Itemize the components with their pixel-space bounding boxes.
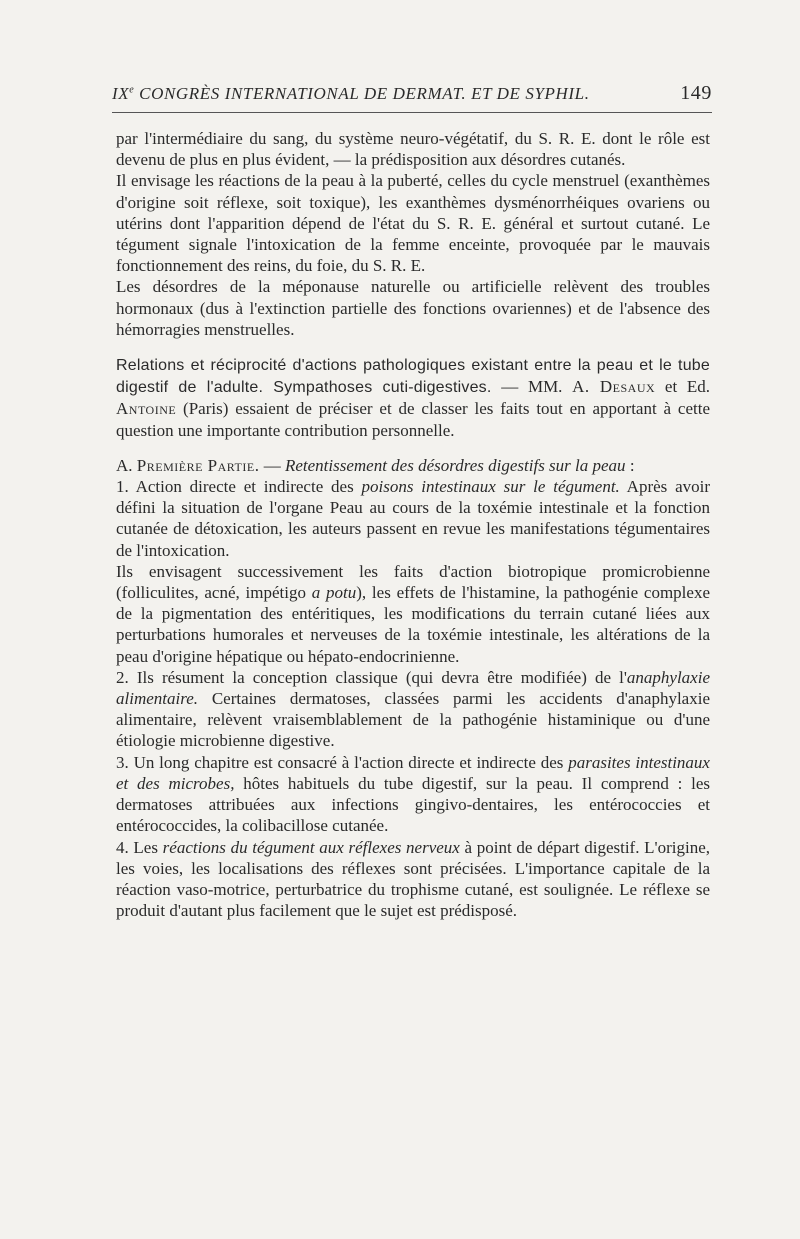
page-number: 149 <box>680 82 712 104</box>
author-2: Antoine <box>116 399 177 419</box>
item-2-italic: anaphylaxie alimentaire. <box>116 667 710 709</box>
section-heading: Relations et réciprocité d'actions pathologiques existant entre la peau et le tube digestif de l'adulte. Sympathoses cuti-digestives. <box>116 357 710 397</box>
item-3-italic: parasites intestinaux et des microbes, <box>116 752 710 793</box>
item-2-text1: 2. Ils résument la conception classique (qui devra être modifiée) de l' <box>116 667 627 687</box>
paragraph-3: Les désordres de la méponause naturelle ou artificielle relèvent des troubles hormonaux (dus à l'extinction partielle des fonctions ovariennes) et de l'absence des hémorragies menstruelles. <box>116 277 710 339</box>
spacer <box>116 340 710 354</box>
part-a-colon: : <box>625 455 635 475</box>
section-paragraph <box>116 354 710 441</box>
body-text <box>116 128 710 921</box>
header-title-rest: CONGRÈS INTERNATIONAL DE DERMAT. ET DE SYPHIL. <box>134 84 590 103</box>
item-1b-text1: Ils envisagent successivement les faits d'action biotropique promicrobienne (folliculites, acné, impétigo <box>116 561 710 603</box>
part-a-heading <box>116 455 710 476</box>
paragraph-1: par l'intermédiaire du sang, du système neuro-végétatif, du S. R. E. dont le rôle est devenu de plus en plus évident, — la prédisposition aux désordres cutanés. <box>116 129 710 170</box>
author-1: A. Desaux <box>572 377 656 397</box>
item-4-text1: 4. Les <box>116 837 163 857</box>
item-2-text2: Certaines dermatoses, classées parmi les accidents d'anaphylaxie alimentaire, relèvent vraisemblablement de la pathogénie histaminique ou d'une étiologie microbienne digestive. <box>116 689 710 751</box>
item-2 <box>116 667 710 752</box>
part-a-part: Première Partie. <box>136 455 260 475</box>
section-et: et Ed. <box>655 377 711 397</box>
part-a-title: Retentissement des désordres digestifs sur la peau <box>284 455 626 475</box>
item-3-text2: hôtes habituels du tube digestif, sur la peau. Il comprend : les dermatoses attribuées aux infections gingivo-dentaires, les entérococcies et entérococcides, la colibacillose cutanée. <box>116 773 711 836</box>
part-a-label: A. <box>116 455 137 475</box>
running-header <box>112 80 712 108</box>
item-1-italic: poisons intestinaux sur le tégument. <box>361 477 620 497</box>
spacer <box>116 441 710 455</box>
item-1-text: Après avoir défini la situation de l'organe Peau au cours de la toxémie intestinale et la fonction cutanée de détoxication, les auteurs passent en revue les manifestations tégumentaires de l'intoxication. <box>116 477 710 560</box>
item-1b-italic: a potu <box>311 583 357 603</box>
section-dash: — MM. <box>491 377 573 397</box>
item-1-lead: 1. Action directe et indirecte des <box>116 477 362 497</box>
item-4 <box>116 837 710 922</box>
header-rule <box>112 112 712 113</box>
header-title <box>112 84 590 104</box>
part-a-dash: — <box>259 455 285 475</box>
item-1 <box>116 476 710 561</box>
section-rest: (Paris) essaient de préciser et de classer les faits tout en apportant à cette question une importante contribution personnelle. <box>116 399 710 440</box>
item-4-italic: réactions du tégument aux réflexes nerveux <box>162 837 460 857</box>
item-3-text1: 3. Un long chapitre est consacré à l'action directe et indirecte des <box>116 752 569 772</box>
item-4-text2: à point de départ digestif. L'origine, les voies, les localisations des réflexes sont précisées. L'importance capitale de la réaction vaso-motrice, perturbatrice du trophisme cutané, est soulignée. Le réflexe se produit d'autant plus facilement que le sujet est prédisposé. <box>116 837 710 921</box>
item-1-continued <box>116 561 710 667</box>
header-title-sup: e <box>129 84 135 96</box>
item-3 <box>116 752 710 837</box>
paragraph-2: Il envisage les réactions de la peau à la puberté, celles du cycle menstruel (exanthèmes d'origine soit réflexe, soit toxique), les exanthèmes dysménorrhéiques ovariens ou utérins dont l'apparition dépend de l'état du S. R. E. général et surtout cutané. Le tégument signale l'intoxication de la femme enceinte, provoquée par le mauvais fonctionnement des reins, du foie, du S. R. E. <box>116 171 710 276</box>
item-1b-text2: ), les effets de l'histamine, la pathogénie complexe de la pigmentation des entéritiques, les modifications du terrain cutané liées aux perturbations humorales et nerveuses de la toxémie intestinale, les altérations de la peau d'origine hépatique ou hépato-endocrinienne. <box>116 583 710 666</box>
header-title-prefix: IX <box>112 84 130 103</box>
